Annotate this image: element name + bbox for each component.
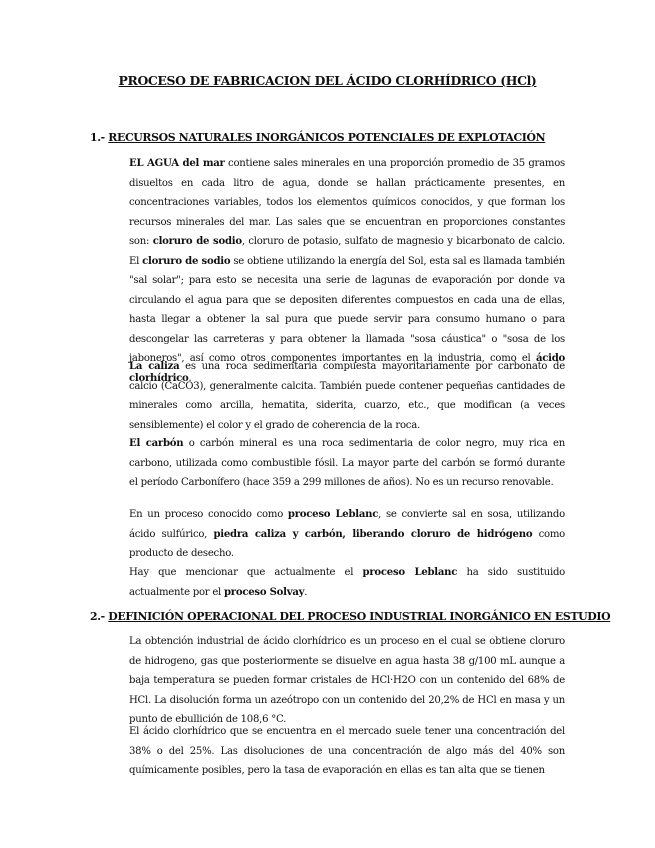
bold-term: proceso Leblanc xyxy=(362,567,458,578)
bold-term: piedra caliza y carbón, liberando cloruro de hidrógeno xyxy=(213,528,533,540)
paragraph-caliza: La caliza es una roca sedimentaria compuesta mayoritariamente por carbonato de calcio (CaCO3), generalmente calcita. También puede contener pequeñas cantidades de minerales como arcilla, hematita, siderita, cuarzo, etc., que modifican (a veces sensiblemente) el color y el grado de coherencia de la roca. xyxy=(129,361,565,431)
section-1-heading xyxy=(90,131,545,144)
paragraph-proceso-leblanc: En un proceso conocido como proceso Leblanc, se convierte sal en sosa, utilizando ácido sulfúrico, piedra caliza y carbón, liberando cloruro de hidrógeno como producto de desecho. xyxy=(129,509,566,559)
bold-term: proceso Solvay xyxy=(224,586,305,598)
bold-term: La caliza xyxy=(129,361,180,372)
paragraph-concentracion-mercado: El ácido clorhídrico que se encuentra en el mercado suele tener una concentración del 38% o del 25%. Las disoluciones de una concentración de algo más del 40% son químicamente posibles, pero la tasa de evaporación en ellas es tan alta que se tienen xyxy=(129,726,565,776)
section-1-number: 1.- xyxy=(90,131,105,144)
paragraph-carbon: El carbón o carbón mineral es una roca sedimentaria de color negro, muy rica en carbono, utilizada como combustible fósil. La mayor parte del carbón se formó durante el período Carbonífero (hace 359 a 299 millones de años). No es un recurso renovable. xyxy=(129,438,565,488)
paragraph-agua-del-mar: EL AGUA del mar contiene sales minerales en una proporción promedio de 35 gramos disueltos en cada litro de agua, donde se hallan prácticamente presentes, en concentraciones variables, todos los elementos químicos conocidos, y que forman los recursos minerales del mar. Las sales que se encuentran en proporciones constantes son: cloruro de sodio, cloruro de potasio, sulfato de magnesio y bicarbonato de calcio. El cloruro de sodio se obtiene utilizando la energía del Sol, esta sal es llamada también "sal solar"; para esto se necesita una serie de lagunas de evaporación por donde va circulando el agua para que se depositen diferentes compuestos en cada una de ellas, hasta llegar a obtener la sal pura que puede servir para consumo humano o para descongelar las carreteras y para obtener la llamada "sosa cáustica" o "sosa de los jaboneros", así como otros componentes importantes en la industria, como el ácido clorhídrico. xyxy=(129,158,565,384)
paragraph-proceso-solvay: Hay que mencionar que actualmente el proceso Leblanc ha sido sustituido actualmente por el proceso Solvay. xyxy=(129,567,565,598)
bold-term: EL AGUA del mar xyxy=(129,158,225,169)
bold-term: cloruro de sodio xyxy=(152,236,242,247)
bold-term: proceso Leblanc xyxy=(287,509,379,520)
section-2-heading xyxy=(90,610,610,623)
bold-term: ácido clorhídrico xyxy=(129,353,565,384)
section-2-number: 2.- xyxy=(90,610,105,623)
bold-term: El carbón xyxy=(129,438,184,449)
section-1-title: RECURSOS NATURALES INORGÁNICOS POTENCIALES DE EXPLOTACIÓN xyxy=(108,131,546,144)
bold-term: cloruro de sodio xyxy=(142,255,231,267)
document-title: PROCESO DE FABRICACION DEL ÁCIDO CLORHÍDRICO (HCl) xyxy=(118,73,537,88)
paragraph-obtencion-industrial: La obtención industrial de ácido clorhídrico es un proceso en el cual se obtiene cloruro de hidrogeno, gas que posteriormente se disuelve en agua hasta 38 g/100 mL aunque a baja temperatura se pueden formar cristales de HCl·H2O con un contenido del 68% de HCl. La disolución forma un azeótropo con un contenido del 20,2% de HCl en masa y un punto de ebullición de 108,6 °C. xyxy=(129,636,565,725)
section-2-title: DEFINICIÓN OPERACIONAL DEL PROCESO INDUSTRIAL INORGÁNICO EN ESTUDIO xyxy=(108,610,611,623)
